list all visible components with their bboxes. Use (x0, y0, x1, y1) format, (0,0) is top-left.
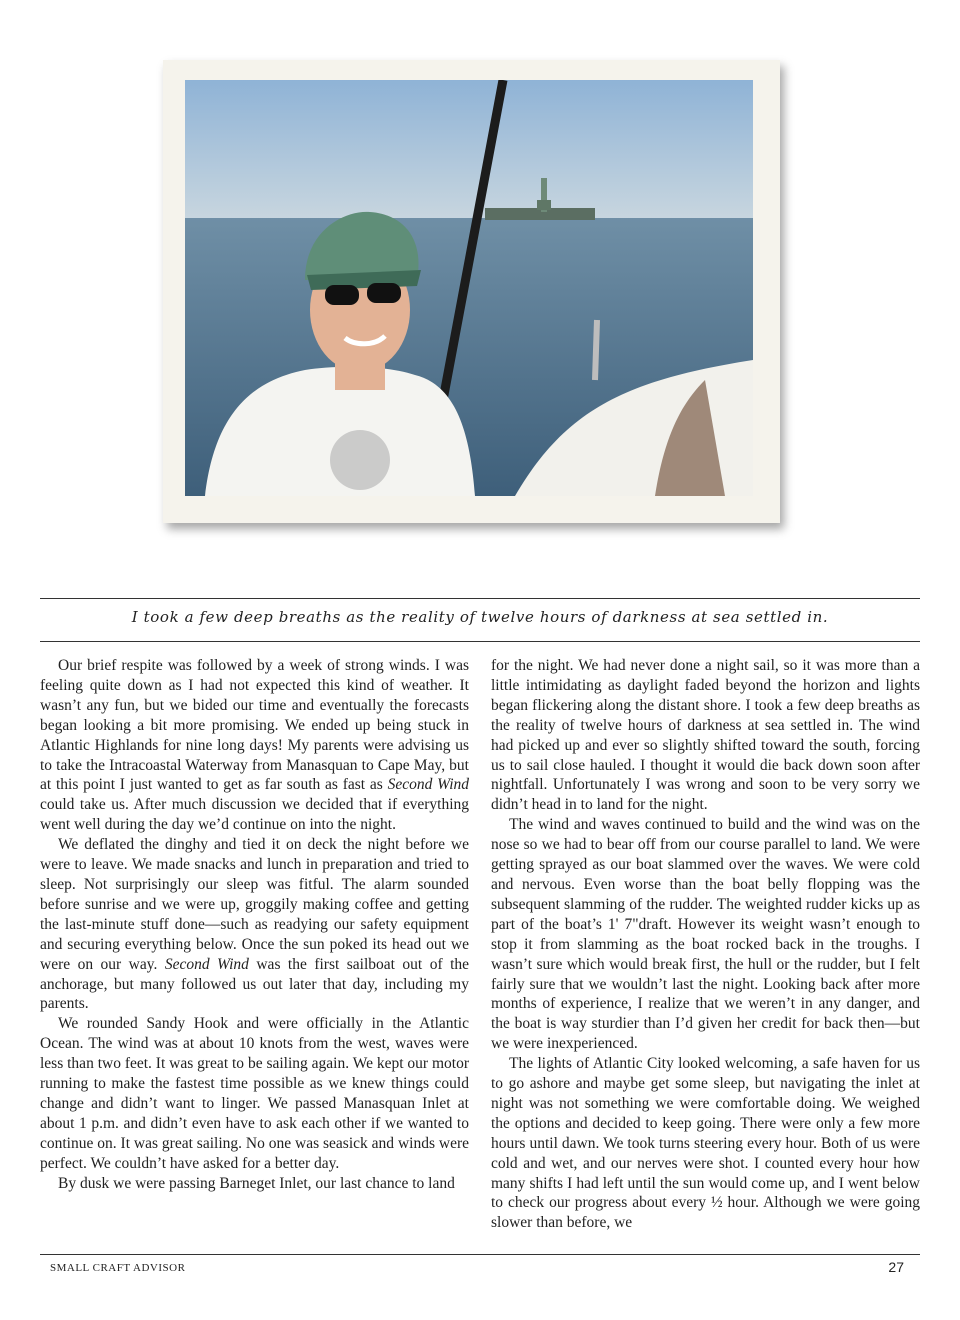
photo-illustration (185, 80, 753, 496)
footer-rule (40, 1254, 920, 1255)
left-column (40, 656, 469, 1234)
paragraph: By dusk we were passing Barneget Inlet, our last chance to land (58, 1174, 455, 1192)
article-photo (185, 80, 753, 496)
photo-frame (163, 60, 780, 523)
paragraph: The wind and waves continued to build and the wind was on the nose so we had to bear off from our course parallel to land. We were getting sprayed as our boat slammed over the waves. We were cold and nervous. Even worse than the boat belly flopping was the subsequent slamming of the rudder. The weighted rudder kicks up as part of the boat’s 1' 7"draft. However its weight wasn’t enough to stop it from slamming as the boat rocked back in the troughs. I wasn’t sure which would break first, the hull or the rudder, but I felt fairly sure that we wouldn’t last the night. Looking back after more months of experience, I realize that we weren’t in any danger, and the boat is way sturdier than I’d given her credit for back then—but we were inexperienced. (491, 816, 920, 1053)
article-body (40, 656, 920, 1234)
paragraph: We rounded Sandy Hook and were officially in the Atlantic Ocean. The wind was at about 10 knots from the west, waves were less than two feet. It was great to be sailing again. We kept our motor running to make the fastest time possible as we knew things could change and didn’t want to linger. We passed Manasquan Inlet at about 1 p.m. and didn’t even have to ask each other if we wanted to continue on. It was great sailing. No one was seasick and winds were perfect. We couldn’t have asked for a better day. (40, 1015, 469, 1172)
paragraph: The lights of Atlantic City looked welcoming, a safe haven for us to go ashore and maybe get some sleep, but navigating the inlet at night was not something we were comfortable doing. We weighed the options and decided to keep going. There were only a few more hours until dawn. We took turns steering every hour. Both of us were cold and wet, and our nerves were shot. I counted every hour how many shifts I had left until the sun would come up, and I went below to check our progress about every ½ hour. Although we were going slower than before, we (491, 1055, 920, 1232)
paragraph: We deflated the dinghy and tied it on deck the night before we were to leave. We made snacks and lunch in preparation and tried to sleep. Not surprisingly our sleep was fitful. The alarm sounded before sunrise and we were up, groggily making coffee and getting the last-minute stuff done—such as readying our safety equipment and securing everything below. Once the sun poked its head out we were on our way. Second Wind was the first sailboat out of the anchorage, but many followed us out later that day, including my parents. (40, 836, 469, 1013)
publication-name: SMALL CRAFT ADVISOR (50, 1262, 186, 1274)
page-number: 27 (888, 1259, 904, 1275)
right-column (491, 656, 920, 1234)
pull-quote: I took a few deep breaths as the reality of twelve hours of darkness at sea settled in. (131, 608, 829, 626)
paragraph: for the night. We had never done a night sail, so it was more than a little intimidating as daylight faded beyond the horizon and lights began flickering along the distant shore. I took a few deep breaths as the reality of twelve hours of darkness at sea settled in. The wind had picked up and ever so slightly shifted toward the south, forcing us to sail close hauled. I thought it would die back down soon after nightfall. Unfortunately I was wrong and soon to be very sorry we didn’t head in to land for the night. (491, 657, 920, 814)
pull-quote-band (40, 598, 920, 642)
paragraph: Our brief respite was followed by a week of strong winds. I was feeling quite down as I had not expected this kind of weather. It wasn’t any fun, but we bided our time and eventually the forecasts began looking a bit more promising. We ended up being stuck in Atlantic Highlands for nine long days! My parents were advising us to take the Intracoastal Waterway from Manasquan to Cape May, but at this point I just wanted to get as far south as fast as Second Wind could take us. After much discussion we decided that if everything went well during the day we’d continue on into the night. (40, 657, 469, 834)
